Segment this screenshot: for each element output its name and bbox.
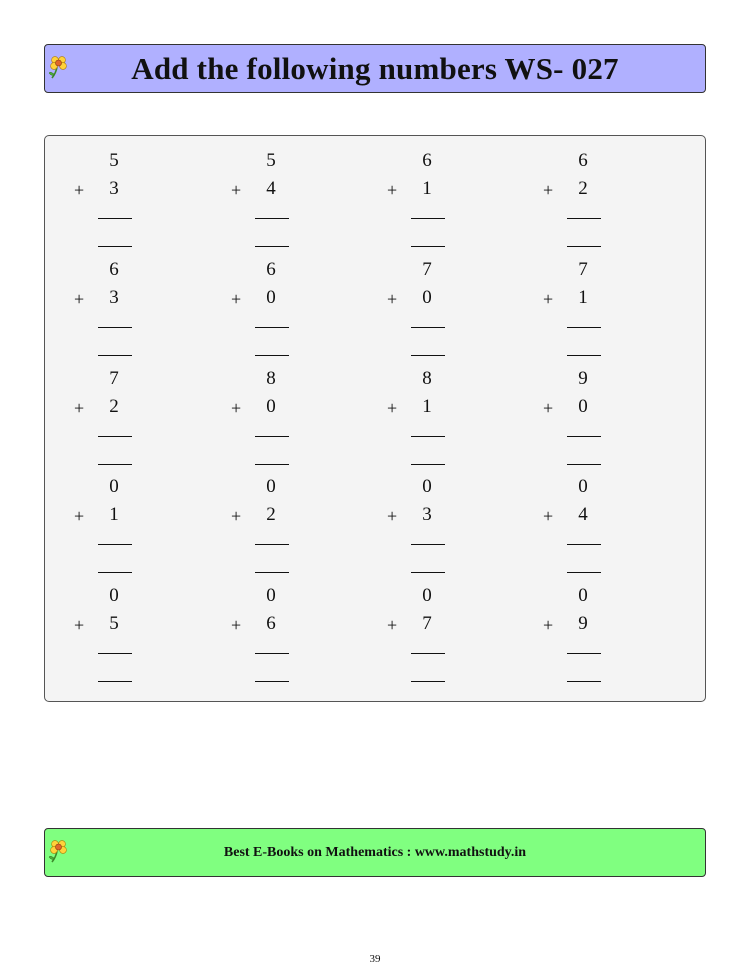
addend-bottom: 0 [266, 396, 276, 417]
sum-line [411, 544, 445, 545]
plus-sign: + [74, 506, 85, 526]
plus-sign: + [543, 506, 554, 526]
addend-top: 6 [578, 150, 588, 171]
addition-problem [231, 368, 311, 472]
addend-bottom: 3 [109, 178, 119, 199]
answer-line [411, 246, 445, 247]
plus-sign: + [387, 398, 398, 418]
answer-line [98, 246, 132, 247]
addend-bottom: 1 [422, 178, 432, 199]
addition-problem [387, 476, 467, 580]
sum-line [255, 218, 289, 219]
addend-top: 0 [266, 585, 276, 606]
addend-top: 0 [422, 585, 432, 606]
plus-sign: + [543, 180, 554, 200]
answer-line [567, 464, 601, 465]
addend-bottom: 3 [109, 287, 119, 308]
addend-top: 5 [109, 150, 119, 171]
answer-line [567, 246, 601, 247]
sum-line [411, 218, 445, 219]
addition-problem [543, 150, 623, 254]
answer-line [411, 572, 445, 573]
plus-sign: + [231, 398, 242, 418]
answer-line [255, 681, 289, 682]
addend-top: 8 [422, 368, 432, 389]
plus-sign: + [543, 289, 554, 309]
answer-line [98, 681, 132, 682]
answer-line [98, 355, 132, 356]
addend-top: 5 [266, 150, 276, 171]
addend-bottom: 2 [109, 396, 119, 417]
addition-problem [74, 585, 154, 689]
addition-problem [387, 259, 467, 363]
answer-line [98, 464, 132, 465]
sum-line [98, 218, 132, 219]
addition-problem [387, 368, 467, 472]
addition-problem [231, 259, 311, 363]
sum-line [411, 436, 445, 437]
addend-bottom: 1 [578, 287, 588, 308]
flower-icon [48, 54, 70, 80]
worksheet-panel [44, 135, 706, 702]
plus-sign: + [231, 615, 242, 635]
addend-top: 0 [578, 585, 588, 606]
sum-line [255, 436, 289, 437]
flower-icon [48, 838, 70, 864]
addition-problem [74, 368, 154, 472]
plus-sign: + [74, 289, 85, 309]
addend-bottom: 9 [578, 613, 588, 634]
addend-bottom: 2 [266, 504, 276, 525]
addend-top: 6 [422, 150, 432, 171]
sum-line [567, 218, 601, 219]
footer-banner [44, 828, 706, 877]
addend-top: 8 [266, 368, 276, 389]
addend-top: 0 [422, 476, 432, 497]
page-title: Add the following numbers WS- 027 [131, 50, 619, 86]
addition-problem [543, 368, 623, 472]
plus-sign: + [74, 180, 85, 200]
sum-line [255, 327, 289, 328]
sum-line [567, 327, 601, 328]
plus-sign: + [543, 615, 554, 635]
plus-sign: + [231, 289, 242, 309]
answer-line [255, 464, 289, 465]
addend-bottom: 5 [109, 613, 119, 634]
footer-text: Best E-Books on Mathematics : www.mathstudy.in [223, 844, 527, 860]
answer-line [411, 681, 445, 682]
addition-problem [231, 150, 311, 254]
addition-problem [387, 150, 467, 254]
addend-bottom: 4 [266, 178, 276, 199]
addend-top: 7 [422, 259, 432, 280]
sum-line [255, 544, 289, 545]
addition-problem [543, 476, 623, 580]
sum-line [411, 327, 445, 328]
addend-top: 0 [109, 476, 119, 497]
addition-problem [74, 476, 154, 580]
sum-line [98, 653, 132, 654]
sum-line [411, 653, 445, 654]
addend-bottom: 0 [422, 287, 432, 308]
addend-bottom: 3 [422, 504, 432, 525]
addend-top: 7 [109, 368, 119, 389]
addend-bottom: 1 [422, 396, 432, 417]
answer-line [255, 355, 289, 356]
addend-bottom: 1 [109, 504, 119, 525]
answer-line [255, 246, 289, 247]
addition-problem [543, 259, 623, 363]
addend-bottom: 6 [266, 613, 276, 634]
sum-line [567, 436, 601, 437]
sum-line [98, 544, 132, 545]
addition-problem [387, 585, 467, 689]
plus-sign: + [543, 398, 554, 418]
addend-top: 0 [109, 585, 119, 606]
plus-sign: + [387, 615, 398, 635]
addend-top: 0 [578, 476, 588, 497]
plus-sign: + [74, 398, 85, 418]
sum-line [98, 436, 132, 437]
addend-top: 9 [578, 368, 588, 389]
addition-problem [74, 259, 154, 363]
addition-problem [231, 476, 311, 580]
addend-bottom: 0 [266, 287, 276, 308]
addend-top: 6 [109, 259, 119, 280]
addition-problem [543, 585, 623, 689]
plus-sign: + [231, 180, 242, 200]
addend-bottom: 0 [578, 396, 588, 417]
plus-sign: + [74, 615, 85, 635]
title-banner [44, 44, 706, 93]
addend-bottom: 2 [578, 178, 588, 199]
answer-line [255, 572, 289, 573]
addend-top: 7 [578, 259, 588, 280]
answer-line [567, 572, 601, 573]
addition-problem [231, 585, 311, 689]
answer-line [411, 464, 445, 465]
plus-sign: + [387, 289, 398, 309]
answer-line [567, 681, 601, 682]
sum-line [567, 653, 601, 654]
answer-line [411, 355, 445, 356]
sum-line [98, 327, 132, 328]
sum-line [567, 544, 601, 545]
sum-line [255, 653, 289, 654]
plus-sign: + [231, 506, 242, 526]
page-number: 39 [369, 953, 381, 965]
plus-sign: + [387, 180, 398, 200]
addend-top: 0 [266, 476, 276, 497]
addend-top: 6 [266, 259, 276, 280]
addition-problem [74, 150, 154, 254]
addend-bottom: 4 [578, 504, 588, 525]
plus-sign: + [387, 506, 398, 526]
addend-bottom: 7 [422, 613, 432, 634]
answer-line [98, 572, 132, 573]
answer-line [567, 355, 601, 356]
